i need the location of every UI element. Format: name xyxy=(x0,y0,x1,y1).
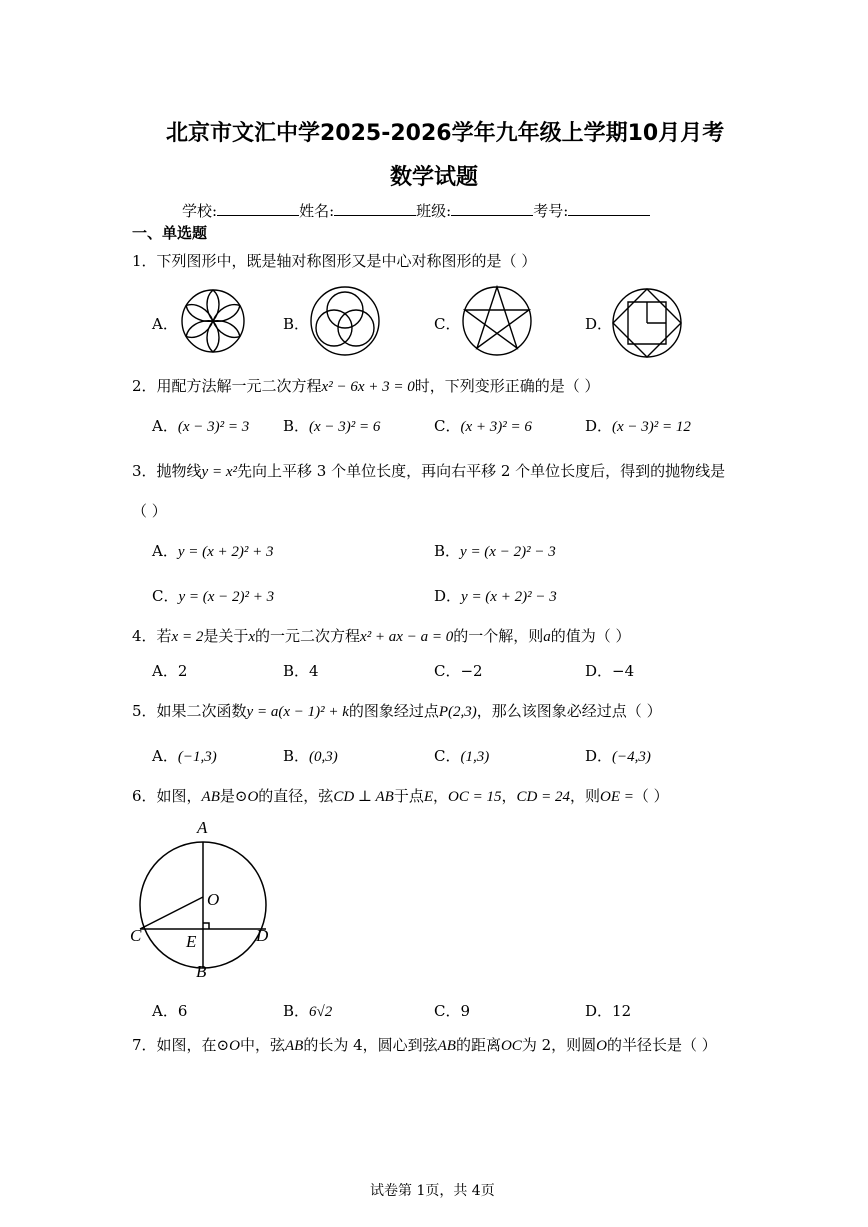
q3-text-1: 3．抛物线 xyxy=(132,462,202,480)
q7-math-1: O xyxy=(229,1038,240,1054)
q6-option-a: A．6 xyxy=(152,1002,188,1020)
q6-math-2: O xyxy=(247,789,259,805)
q3-option-d-eq: y = (x + 2)² − 3 xyxy=(461,589,557,605)
q7-math-2: AB xyxy=(284,1038,304,1054)
three-circles-figure xyxy=(310,286,380,356)
q6-math-5: OC = 15 xyxy=(448,789,502,805)
star-figure xyxy=(462,286,532,356)
label-a: A xyxy=(197,818,208,837)
page-footer: 试卷第 1页，共 4页 xyxy=(370,1183,495,1199)
q7-text-2: 中，弦 xyxy=(239,1036,285,1054)
number-label: 考号: xyxy=(533,202,569,220)
q7-math-5: O xyxy=(596,1038,607,1054)
q2-option-a-eq: (x − 3)² = 3 xyxy=(177,419,250,435)
q7-stem xyxy=(132,1034,717,1055)
q7-text-5: 为 2，则圆 xyxy=(521,1036,597,1054)
q6-text-5: ， xyxy=(433,787,449,805)
q5-option-b xyxy=(283,745,338,766)
q2-option-a-label: A． xyxy=(152,417,178,435)
school-label: 学校: xyxy=(182,202,218,220)
q2-option-b xyxy=(283,415,380,436)
student-info-line xyxy=(182,200,650,221)
q4-text-1: 4．若 xyxy=(132,627,172,645)
q4-stem xyxy=(132,625,631,646)
q6-math-7: OE = xyxy=(599,789,634,805)
q6-text-6: ， xyxy=(501,787,517,805)
q3-option-d xyxy=(434,585,557,606)
q3-option-a-label: A． xyxy=(152,542,178,560)
q3-option-c-eq: y = (x − 2)² + 3 xyxy=(178,589,275,605)
q3-equation: y = x² xyxy=(201,464,237,480)
q7-text-1: 7．如图，在⊙ xyxy=(132,1036,230,1054)
q5-option-a-eq: (−1,3) xyxy=(177,749,217,765)
q6-text-8: （ ） xyxy=(633,787,669,805)
q3-option-a-eq: y = (x + 2)² + 3 xyxy=(177,544,274,560)
q4-option-a: A．2 xyxy=(152,662,188,680)
q5-text-1: 5．如果二次函数 xyxy=(132,702,247,720)
q3-paren: （ ） xyxy=(132,502,167,520)
class-label: 班级: xyxy=(416,202,452,220)
radius-oc xyxy=(140,897,203,929)
q6-math-1: AB xyxy=(201,789,220,805)
q6-stem xyxy=(132,785,669,806)
q2-option-c-eq: (x + 3)² = 6 xyxy=(460,419,532,435)
q2-text-2: 时，下列变形正确的是（ ） xyxy=(414,377,600,395)
q6-math-3: CD ⊥ AB xyxy=(333,789,394,805)
q4-text-4: 的一个解，则 xyxy=(453,627,544,645)
school-field[interactable] xyxy=(217,201,299,216)
q6-option-b-eq: 6√2 xyxy=(309,1004,333,1020)
q2-option-d-label: D． xyxy=(585,417,613,435)
q2-option-d-eq: (x − 3)² = 12 xyxy=(612,419,691,435)
q2-stem xyxy=(132,375,600,396)
q4-text-5: 的值为（ ） xyxy=(550,627,631,645)
q3-option-d-label: D． xyxy=(434,587,462,605)
q3-option-b-eq: y = (x − 2)² − 3 xyxy=(460,544,556,560)
class-field[interactable] xyxy=(451,201,533,216)
q7-text-6: 的半径长是（ ） xyxy=(606,1036,717,1054)
q3-option-b xyxy=(434,540,556,561)
label-c: C xyxy=(130,926,142,945)
q6-text-1: 6．如图， xyxy=(132,787,202,805)
q6-text-2: 是⊙ xyxy=(219,787,248,805)
square-in-circle-figure xyxy=(612,288,682,358)
q3-text-2: 先向上平移 3 个单位长度，再向右平移 2 个单位长度后，得到的抛物线是 xyxy=(236,462,726,480)
q5-option-c-label: C． xyxy=(434,747,461,765)
q4-math-3: x² + ax − a = 0 xyxy=(360,629,454,645)
q7-text-4: 的距离 xyxy=(455,1036,501,1054)
q3-option-a xyxy=(152,540,274,561)
q6-option-b-label: B． xyxy=(283,1002,310,1020)
q2-option-d xyxy=(585,415,691,436)
label-e: E xyxy=(186,932,197,951)
page-subtitle: 数学试题 xyxy=(390,165,479,190)
label-d: D xyxy=(256,926,269,945)
q6-text-7: ，则 xyxy=(569,787,600,805)
q3-option-c xyxy=(152,585,274,606)
q4-math-4: a xyxy=(543,629,551,645)
q5-option-a-label: A． xyxy=(152,747,178,765)
q2-text-1: 2．用配方法解一元二次方程 xyxy=(132,377,322,395)
q4-option-d: D．−4 xyxy=(585,662,635,680)
q6-text-3: 的直径，弦 xyxy=(258,787,334,805)
q5-math-1: y = a(x − 1)² + k xyxy=(246,704,349,720)
q6-math-6: CD = 24 xyxy=(516,789,570,805)
q2-option-c xyxy=(434,415,532,436)
q2-option-a xyxy=(152,415,249,436)
name-field[interactable] xyxy=(334,201,416,216)
q5-option-c xyxy=(434,745,489,766)
q4-math-1: x = 2 xyxy=(171,629,204,645)
q5-option-b-eq: (0,3) xyxy=(309,749,338,765)
q5-option-d xyxy=(585,745,651,766)
q7-math-3: AB xyxy=(437,1038,456,1054)
q4-option-b: B．4 xyxy=(283,662,319,680)
q5-option-b-label: B． xyxy=(283,747,310,765)
q6-option-d: D．12 xyxy=(585,1002,632,1020)
q2-equation: x² − 6x + 3 = 0 xyxy=(321,379,415,395)
q6-text-4: 于点 xyxy=(393,787,424,805)
number-field[interactable] xyxy=(568,201,650,216)
q5-text-2: 的图象经过点 xyxy=(348,702,439,720)
circle-geometry-figure xyxy=(128,815,288,985)
flower-figure xyxy=(180,288,246,354)
q7-text-3: 的长为 4，圆心到弦 xyxy=(303,1036,438,1054)
q5-option-c-eq: (1,3) xyxy=(460,749,490,765)
right-angle-mark xyxy=(203,923,209,929)
q7-math-4: OC xyxy=(500,1038,522,1054)
section-heading: 一、单选题 xyxy=(132,224,208,242)
q6-option-b xyxy=(283,1000,332,1021)
q2-option-b-eq: (x − 3)² = 6 xyxy=(309,419,381,435)
q6-math-4: E xyxy=(423,789,433,805)
q1-stem: 1．下列图形中，既是轴对称图形又是中心对称图形的是（ ） xyxy=(132,252,537,270)
q1-option-c-label: C． xyxy=(434,315,461,333)
q1-option-d-label: D． xyxy=(585,315,613,333)
q5-stem xyxy=(132,700,662,721)
q2-option-b-label: B． xyxy=(283,417,310,435)
q4-text-3: 的一元二次方程 xyxy=(255,627,361,645)
q4-math-2: x xyxy=(248,629,256,645)
q2-option-c-label: C． xyxy=(434,417,461,435)
q6-option-c: C．9 xyxy=(434,1002,471,1020)
q4-option-c: C．−2 xyxy=(434,662,483,680)
q1-option-a-label: A． xyxy=(152,315,178,333)
q5-option-a xyxy=(152,745,217,766)
q4-text-2: 是关于 xyxy=(203,627,249,645)
label-o: O xyxy=(207,890,220,909)
q1-option-b-label: B． xyxy=(283,315,310,333)
q5-text-3: ，那么该图象必经过点（ ） xyxy=(476,702,662,720)
q5-option-d-eq: (−4,3) xyxy=(612,749,651,765)
name-label: 姓名: xyxy=(299,202,335,220)
q3-option-b-label: B． xyxy=(434,542,461,560)
page-title: 北京市文汇中学2025-2026学年九年级上学期10月月考 xyxy=(166,121,725,146)
q3-stem xyxy=(132,460,725,481)
label-b: B xyxy=(196,962,207,981)
q5-option-d-label: D． xyxy=(585,747,613,765)
q5-math-2: P(2,3) xyxy=(438,704,477,720)
q3-option-c-label: C． xyxy=(152,587,179,605)
